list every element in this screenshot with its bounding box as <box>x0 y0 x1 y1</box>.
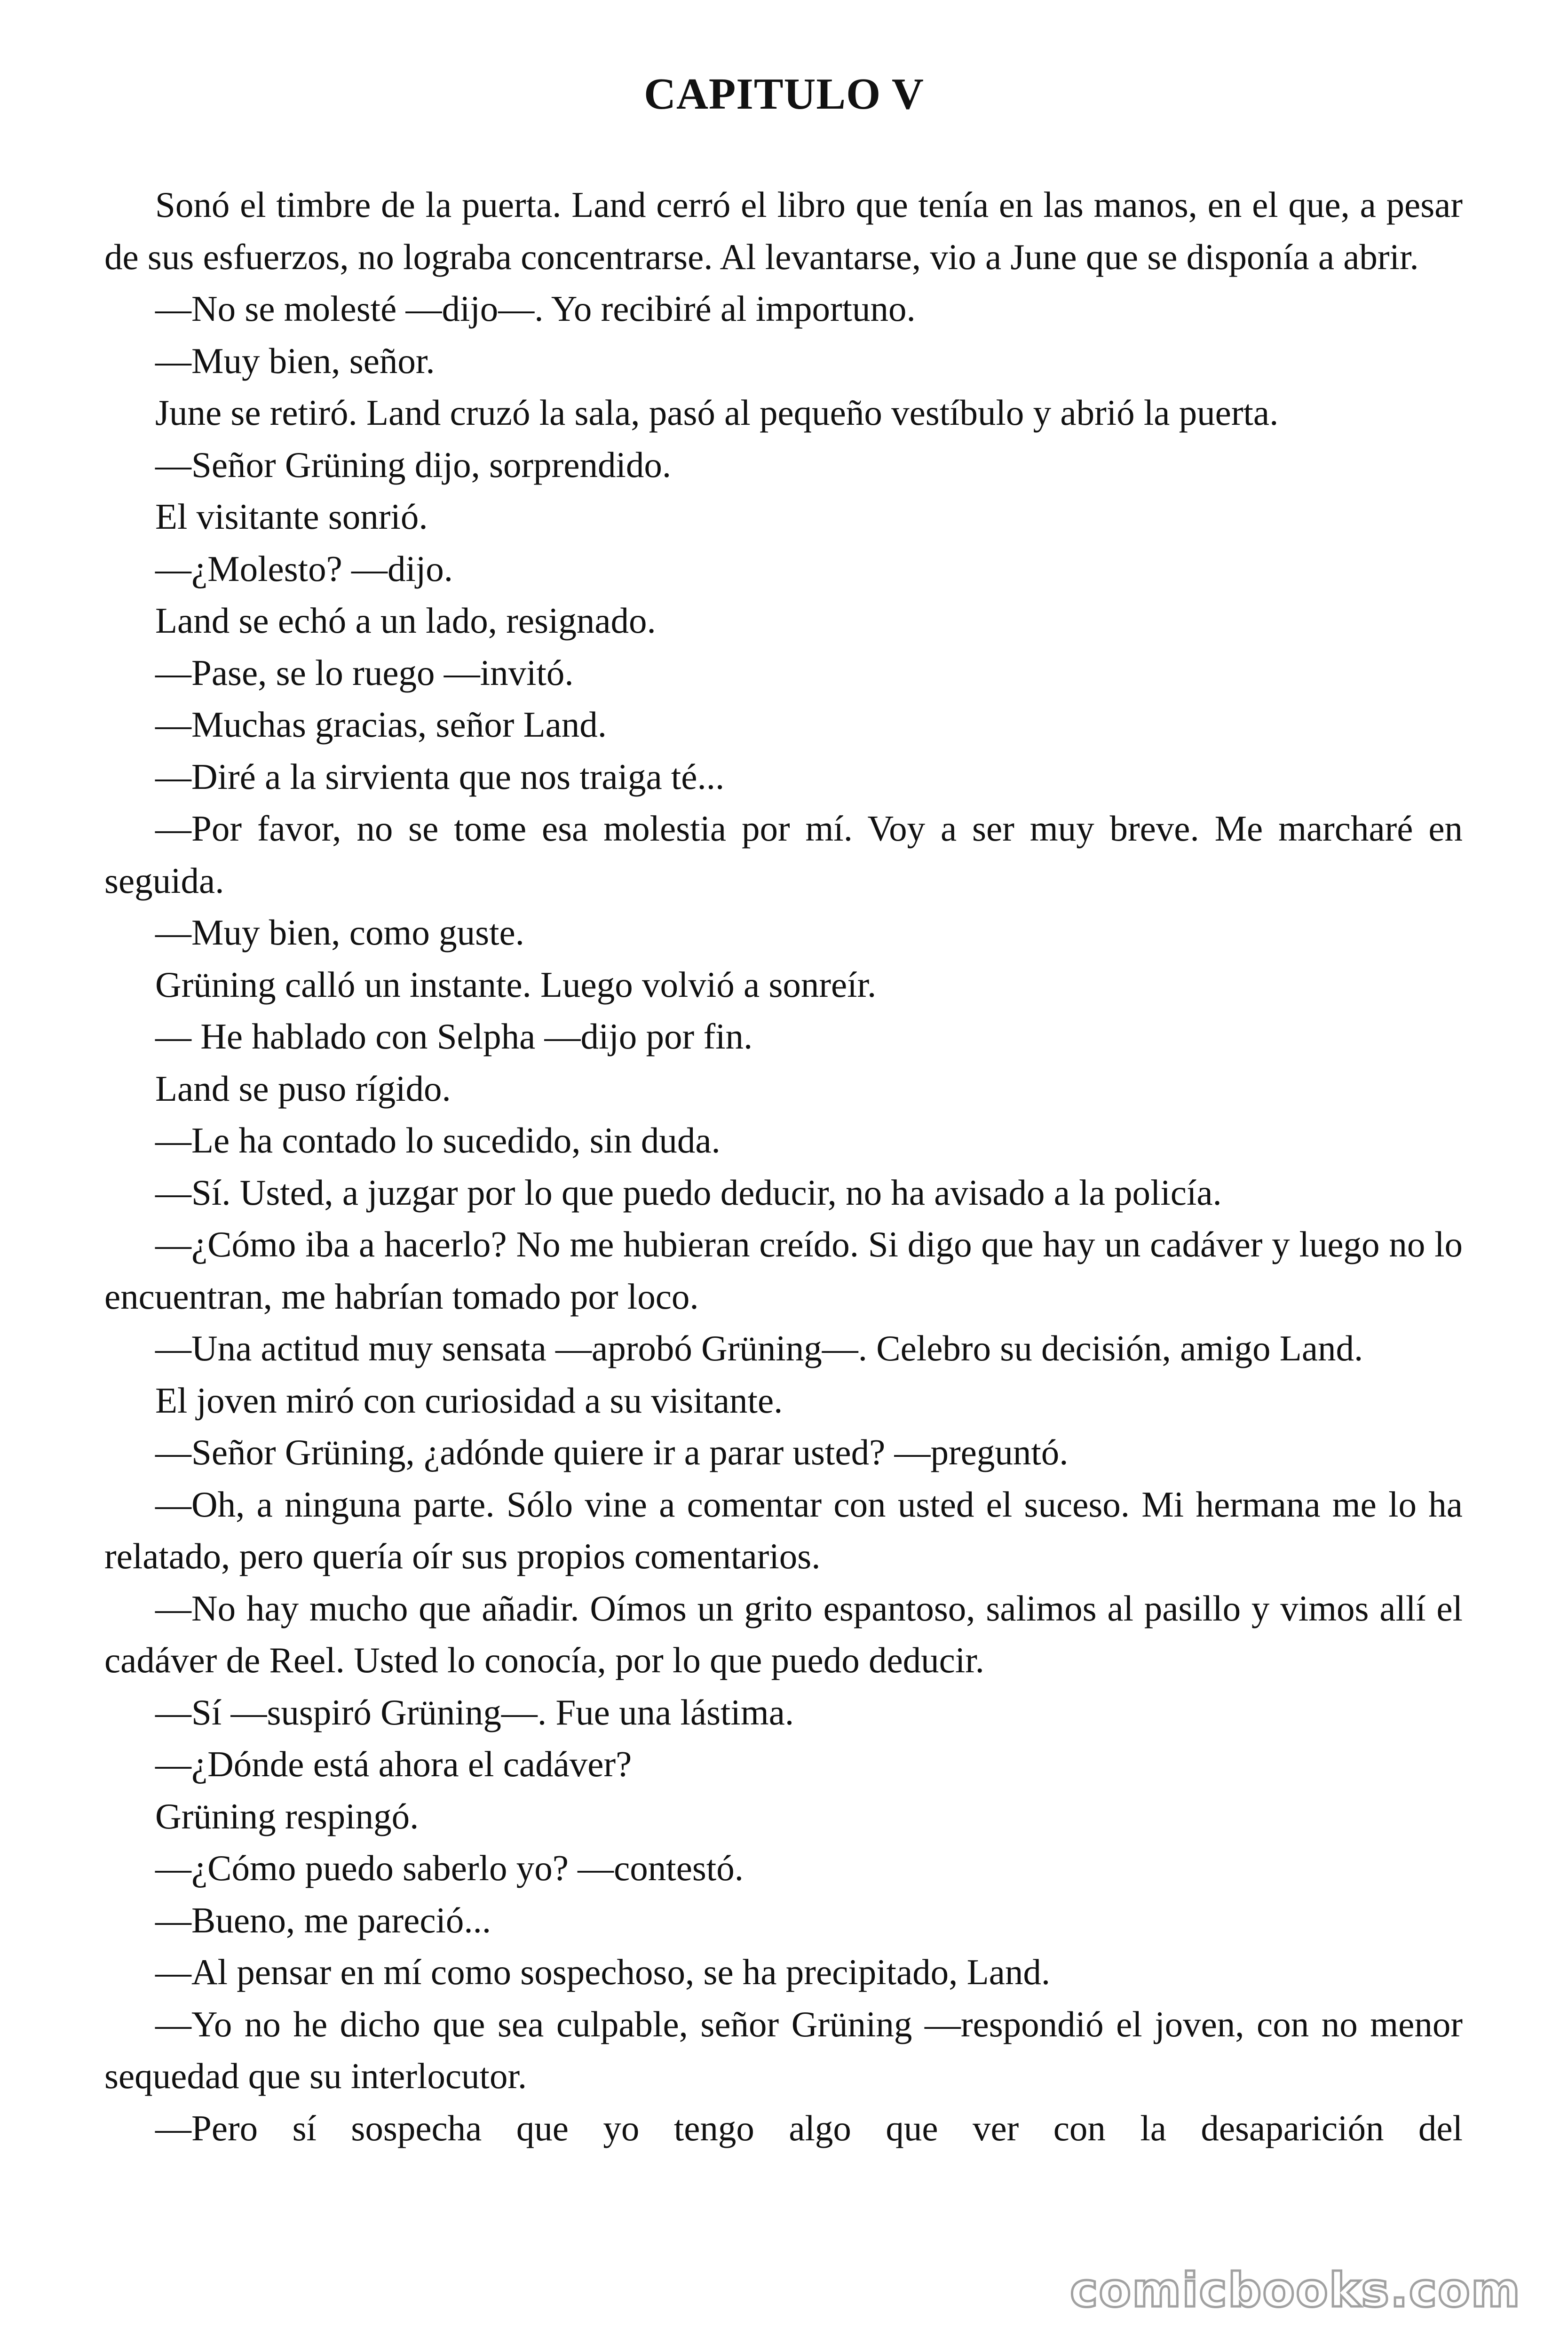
paragraph-3: —Muy bien, señor. <box>155 340 435 381</box>
paragraph-9: —Pase, se lo ruego —invitó. <box>155 652 574 693</box>
paragraph-23: —Oh, a ninguna parte. Sólo vine a comentar con usted el suceso. Mi hermana me lo ha relatado, pero quería oír sus propios comentarios. <box>104 1484 1463 1576</box>
paragraph-5: —Señor Grüning dijo, sorprendido. <box>155 444 672 485</box>
paragraph-4: June se retiró. Land cruzó la sala, pasó al pequeño vestíbulo y abrió la puerta. <box>155 392 1279 433</box>
paragraph-2: —No se molesté —dijo—. Yo recibiré al importuno. <box>155 288 916 329</box>
paragraph-6: El visitante sonrió. <box>155 496 428 537</box>
paragraph-32: —Pero sí sospecha que yo tengo algo que ver con la desaparición del <box>155 2107 1463 2148</box>
paragraph-12: —Por favor, no se tome esa molestia por mí. Voy a ser muy breve. Me marcharé en seguida. <box>104 808 1463 901</box>
paragraph-11: —Diré a la sirvienta que nos traiga té... <box>155 756 725 797</box>
paragraph-19: —¿Cómo iba a hacerlo? No me hubieran creído. Si digo que hay un cadáver y luego no lo encuentran, me habrían tomado por loco. <box>104 1224 1463 1317</box>
paragraph-10: —Muchas gracias, señor Land. <box>155 704 607 745</box>
paragraph-15: — He hablado con Selpha —dijo por fin. <box>155 1016 753 1057</box>
paragraph-8: Land se echó a un lado, resignado. <box>155 600 656 641</box>
paragraph-25: —Sí —suspiró Grüning—. Fue una lástima. <box>155 1692 794 1732</box>
paragraph-21: El joven miró con curiosidad a su visitante. <box>155 1380 783 1421</box>
paragraph-20: —Una actitud muy sensata —aprobó Grüning—. Celebro su decisión, amigo Land. <box>155 1328 1363 1368</box>
paragraph-26: —¿Dónde está ahora el cadáver? <box>155 1744 632 1784</box>
paragraph-28: —¿Cómo puedo saberlo yo? —contestó. <box>155 1848 744 1888</box>
paragraph-13: —Muy bien, como guste. <box>155 912 524 953</box>
paragraph-27: Grüning respingó. <box>155 1796 419 1836</box>
paragraph-22: —Señor Grüning, ¿adónde quiere ir a parar usted? —preguntó. <box>155 1432 1069 1472</box>
paragraph-16: Land se puso rígido. <box>155 1068 451 1109</box>
chapter-title: CAPITULO V <box>644 70 924 119</box>
paragraph-30: —Al pensar en mí como sospechoso, se ha precipitado, Land. <box>155 1952 1051 1992</box>
paragraph-1: Sonó el timbre de la puerta. Land cerró el libro que tenía en las manos, en el que, a pesar de sus esfuerzos, no lograba concentrarse. Al levantarse, vio a June que se disponía a abrir. <box>104 184 1463 277</box>
paragraph-17: —Le ha contado lo sucedido, sin duda. <box>155 1120 721 1160</box>
paragraph-24: —No hay mucho que añadir. Oímos un grito espantoso, salimos al pasillo y vimos allí el cadáver de Reel. Usted lo conocía, por lo que puedo deducir. <box>104 1588 1463 1680</box>
paragraph-14: Grüning calló un instante. Luego volvió a sonreír. <box>155 964 877 1005</box>
paragraph-29: —Bueno, me pareció... <box>155 1899 491 1940</box>
paragraph-7: —¿Molesto? —dijo. <box>155 548 453 589</box>
chapter-body <box>104 179 1463 2154</box>
paragraph-18: —Sí. Usted, a juzgar por lo que puedo deducir, no ha avisado a la policía. <box>155 1172 1222 1213</box>
watermark-logo: comicbooks.com <box>1070 2263 1521 2318</box>
paragraph-31: —Yo no he dicho que sea culpable, señor Grüning —respondió el joven, con no menor sequedad que su interlocutor. <box>104 2003 1463 2096</box>
